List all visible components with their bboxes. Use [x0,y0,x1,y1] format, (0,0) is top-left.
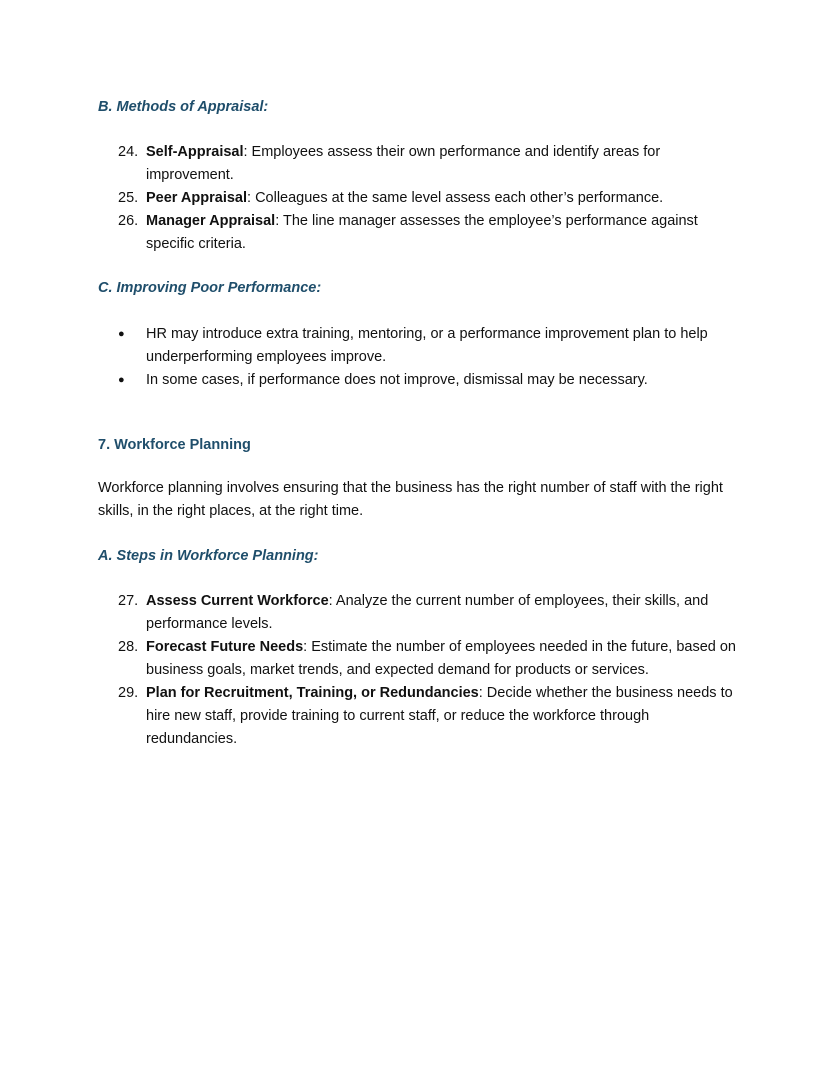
list-item [118,210,738,256]
item-term: Assess Current Workforce [146,593,329,609]
item-desc: : Analyze the current number of employees, their skills, and performance levels. [146,593,709,632]
item-number: 24. [118,144,139,160]
list-item [118,187,738,210]
item-desc: : Decide whether the business needs to hire new staff, provide training to current staff, or reduce the workforce through redundancies. [146,685,733,747]
bullet-text: In some cases, if performance does not improve, dismissal may be necessary. [146,372,648,388]
item-desc: : Estimate the number of employees needed in the future, based on business goals, market trends, and expected demand for products or services. [146,639,736,678]
list-item [118,682,738,751]
item-desc: : Colleagues at the same level assess each other’s performance. [247,190,664,206]
item-number: 26. [118,213,139,229]
bullet-item [118,323,738,369]
item-number: 28. [118,639,139,655]
item-term: Plan for Recruitment, Training, or Redundancies [146,685,479,701]
heading-workforce-planning: 7. Workforce Planning [98,437,251,453]
item-number: 27. [118,593,139,609]
heading-improving-poor-performance: C. Improving Poor Performance: [98,280,322,296]
item-term: Forecast Future Needs [146,639,304,655]
item-desc: : Employees assess their own performance and identify areas for improvement. [146,144,661,183]
list-item [118,141,738,187]
bullet-icon: ● [118,328,125,340]
bullet-item [118,369,738,392]
item-desc: : The line manager assesses the employee’s performance against specific criteria. [146,213,698,252]
list-item [118,636,738,682]
item-term: Peer Appraisal [146,190,248,206]
item-number: 25. [118,190,139,206]
item-term: Manager Appraisal [146,213,276,229]
heading-steps-in-workforce-planning: A. Steps in Workforce Planning: [98,548,319,564]
item-number: 29. [118,685,139,701]
item-term: Self-Appraisal [146,144,244,160]
list-item [118,590,738,636]
heading-methods-of-appraisal: B. Methods of Appraisal: [98,99,269,115]
bullet-icon: ● [118,374,125,386]
intro-paragraph: Workforce planning involves ensuring that the business has the right number of staff with the right skills, in the right places, at the right time. [98,480,723,519]
bullet-text: HR may introduce extra training, mentoring, or a performance improvement plan to help underperforming employees improve. [146,326,708,365]
